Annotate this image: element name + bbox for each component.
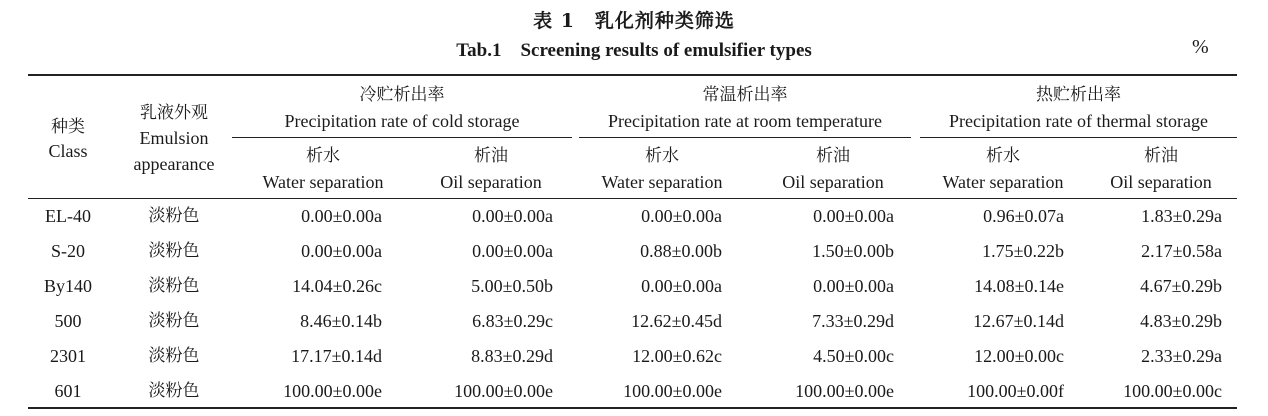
row-value-cell: 0.00±0.00a bbox=[472, 206, 553, 226]
unit-label: % bbox=[1192, 36, 1209, 58]
row-class: 500 bbox=[54, 311, 82, 331]
row-value-cell: 1.75±0.22b bbox=[982, 241, 1064, 261]
subheader-room-water-zh: 析水 bbox=[645, 146, 679, 166]
subheader-room-oil-en: Oil separation bbox=[782, 172, 884, 192]
group-rule-cold bbox=[232, 137, 572, 138]
header-appearance-zh: 乳液外观 bbox=[140, 103, 208, 123]
row-value-cell: 100.00±0.00e bbox=[283, 381, 382, 401]
row-class: 601 bbox=[54, 381, 82, 401]
group-header-thermal-zh: 热贮析出率 bbox=[1036, 85, 1121, 105]
row-value-cell: 8.46±0.14b bbox=[300, 311, 382, 331]
row-value-cell: 14.08±0.14e bbox=[974, 276, 1064, 296]
row-value-cell: 4.83±0.29b bbox=[1140, 311, 1222, 331]
group-header-thermal-en: Precipitation rate of thermal storage bbox=[949, 111, 1208, 131]
row-value-cell: 8.83±0.29d bbox=[471, 346, 553, 366]
group-rule-thermal bbox=[920, 137, 1237, 138]
header-appearance-en1: Emulsion bbox=[139, 128, 209, 148]
row-value-cell: 0.00±0.00a bbox=[301, 241, 382, 261]
header-class-zh: 种类 bbox=[51, 117, 85, 137]
subheader-thermal-oil-zh: 析油 bbox=[1144, 146, 1178, 166]
row-value-cell: 0.00±0.00a bbox=[641, 206, 722, 226]
group-rule-room bbox=[579, 137, 911, 138]
row-value-cell: 14.04±0.26c bbox=[292, 276, 382, 296]
group-header-room-en: Precipitation rate at room temperature bbox=[608, 111, 882, 131]
row-value-cell: 4.50±0.00c bbox=[813, 346, 894, 366]
row-appearance: 淡粉色 bbox=[148, 381, 200, 401]
subheader-cold-oil-en: Oil separation bbox=[440, 172, 542, 192]
row-value-cell: 7.33±0.29d bbox=[812, 311, 894, 331]
row-value-cell: 100.00±0.00e bbox=[795, 381, 894, 401]
row-value-cell: 1.50±0.00b bbox=[812, 241, 894, 261]
row-value-cell: 12.00±0.00c bbox=[974, 346, 1064, 366]
row-value-cell: 12.00±0.62c bbox=[632, 346, 722, 366]
top-rule bbox=[28, 74, 1237, 76]
header-class-en: Class bbox=[48, 141, 88, 161]
subheader-cold-oil-zh: 析油 bbox=[474, 146, 508, 166]
row-value-cell: 2.33±0.29a bbox=[1141, 346, 1222, 366]
row-value-cell: 17.17±0.14d bbox=[291, 346, 382, 366]
subheader-cold-water-zh: 析水 bbox=[306, 146, 340, 166]
header-rule bbox=[28, 198, 1237, 199]
group-header-room-zh: 常温析出率 bbox=[702, 85, 788, 105]
row-value-cell: 6.83±0.29c bbox=[472, 311, 553, 331]
subheader-cold-water-en: Water separation bbox=[262, 172, 384, 192]
row-class: 2301 bbox=[50, 346, 86, 366]
row-value-cell: 100.00±0.00f bbox=[967, 381, 1064, 401]
row-value-cell: 100.00±0.00e bbox=[454, 381, 553, 401]
subheader-room-water-en: Water separation bbox=[601, 172, 723, 192]
row-value-cell: 0.00±0.00a bbox=[301, 206, 382, 226]
subheader-thermal-water-en: Water separation bbox=[942, 172, 1064, 192]
row-value-cell: 0.88±0.00b bbox=[640, 241, 722, 261]
row-value-cell: 0.00±0.00a bbox=[813, 276, 894, 296]
table-caption-zh: 表 1 乳化剂种类筛选 bbox=[533, 10, 735, 32]
row-appearance: 淡粉色 bbox=[148, 311, 200, 331]
row-value-cell: 12.62±0.45d bbox=[631, 311, 722, 331]
row-value-cell: 5.00±0.50b bbox=[471, 276, 553, 296]
group-header-cold-en: Precipitation rate of cold storage bbox=[284, 111, 520, 131]
group-header-cold-zh: 冷贮析出率 bbox=[359, 85, 445, 105]
row-value-cell: 0.00±0.00a bbox=[641, 276, 722, 296]
row-value-cell: 100.00±0.00e bbox=[623, 381, 722, 401]
header-appearance-en2: appearance bbox=[133, 154, 215, 174]
subheader-thermal-oil-en: Oil separation bbox=[1110, 172, 1212, 192]
row-appearance: 淡粉色 bbox=[148, 241, 200, 261]
table-caption-en: Tab.1 Screening results of emulsifier types bbox=[456, 40, 812, 61]
row-value-cell: 100.00±0.00c bbox=[1123, 381, 1222, 401]
row-value-cell: 4.67±0.29b bbox=[1140, 276, 1222, 296]
row-class: S-20 bbox=[50, 241, 85, 261]
row-value-cell: 0.00±0.00a bbox=[472, 241, 553, 261]
bottom-rule bbox=[28, 407, 1237, 409]
row-value-cell: 0.96±0.07a bbox=[983, 206, 1064, 226]
subheader-room-oil-zh: 析油 bbox=[816, 146, 850, 166]
subheader-thermal-water-zh: 析水 bbox=[986, 146, 1020, 166]
row-class: EL-40 bbox=[45, 206, 91, 226]
row-value-cell: 1.83±0.29a bbox=[1141, 206, 1222, 226]
row-appearance: 淡粉色 bbox=[148, 346, 200, 366]
row-appearance: 淡粉色 bbox=[148, 206, 200, 226]
row-value-cell: 0.00±0.00a bbox=[813, 206, 894, 226]
row-class: By140 bbox=[43, 276, 92, 296]
row-value-cell: 12.67±0.14d bbox=[973, 311, 1064, 331]
row-value-cell: 2.17±0.58a bbox=[1141, 241, 1222, 261]
row-appearance: 淡粉色 bbox=[148, 276, 200, 296]
